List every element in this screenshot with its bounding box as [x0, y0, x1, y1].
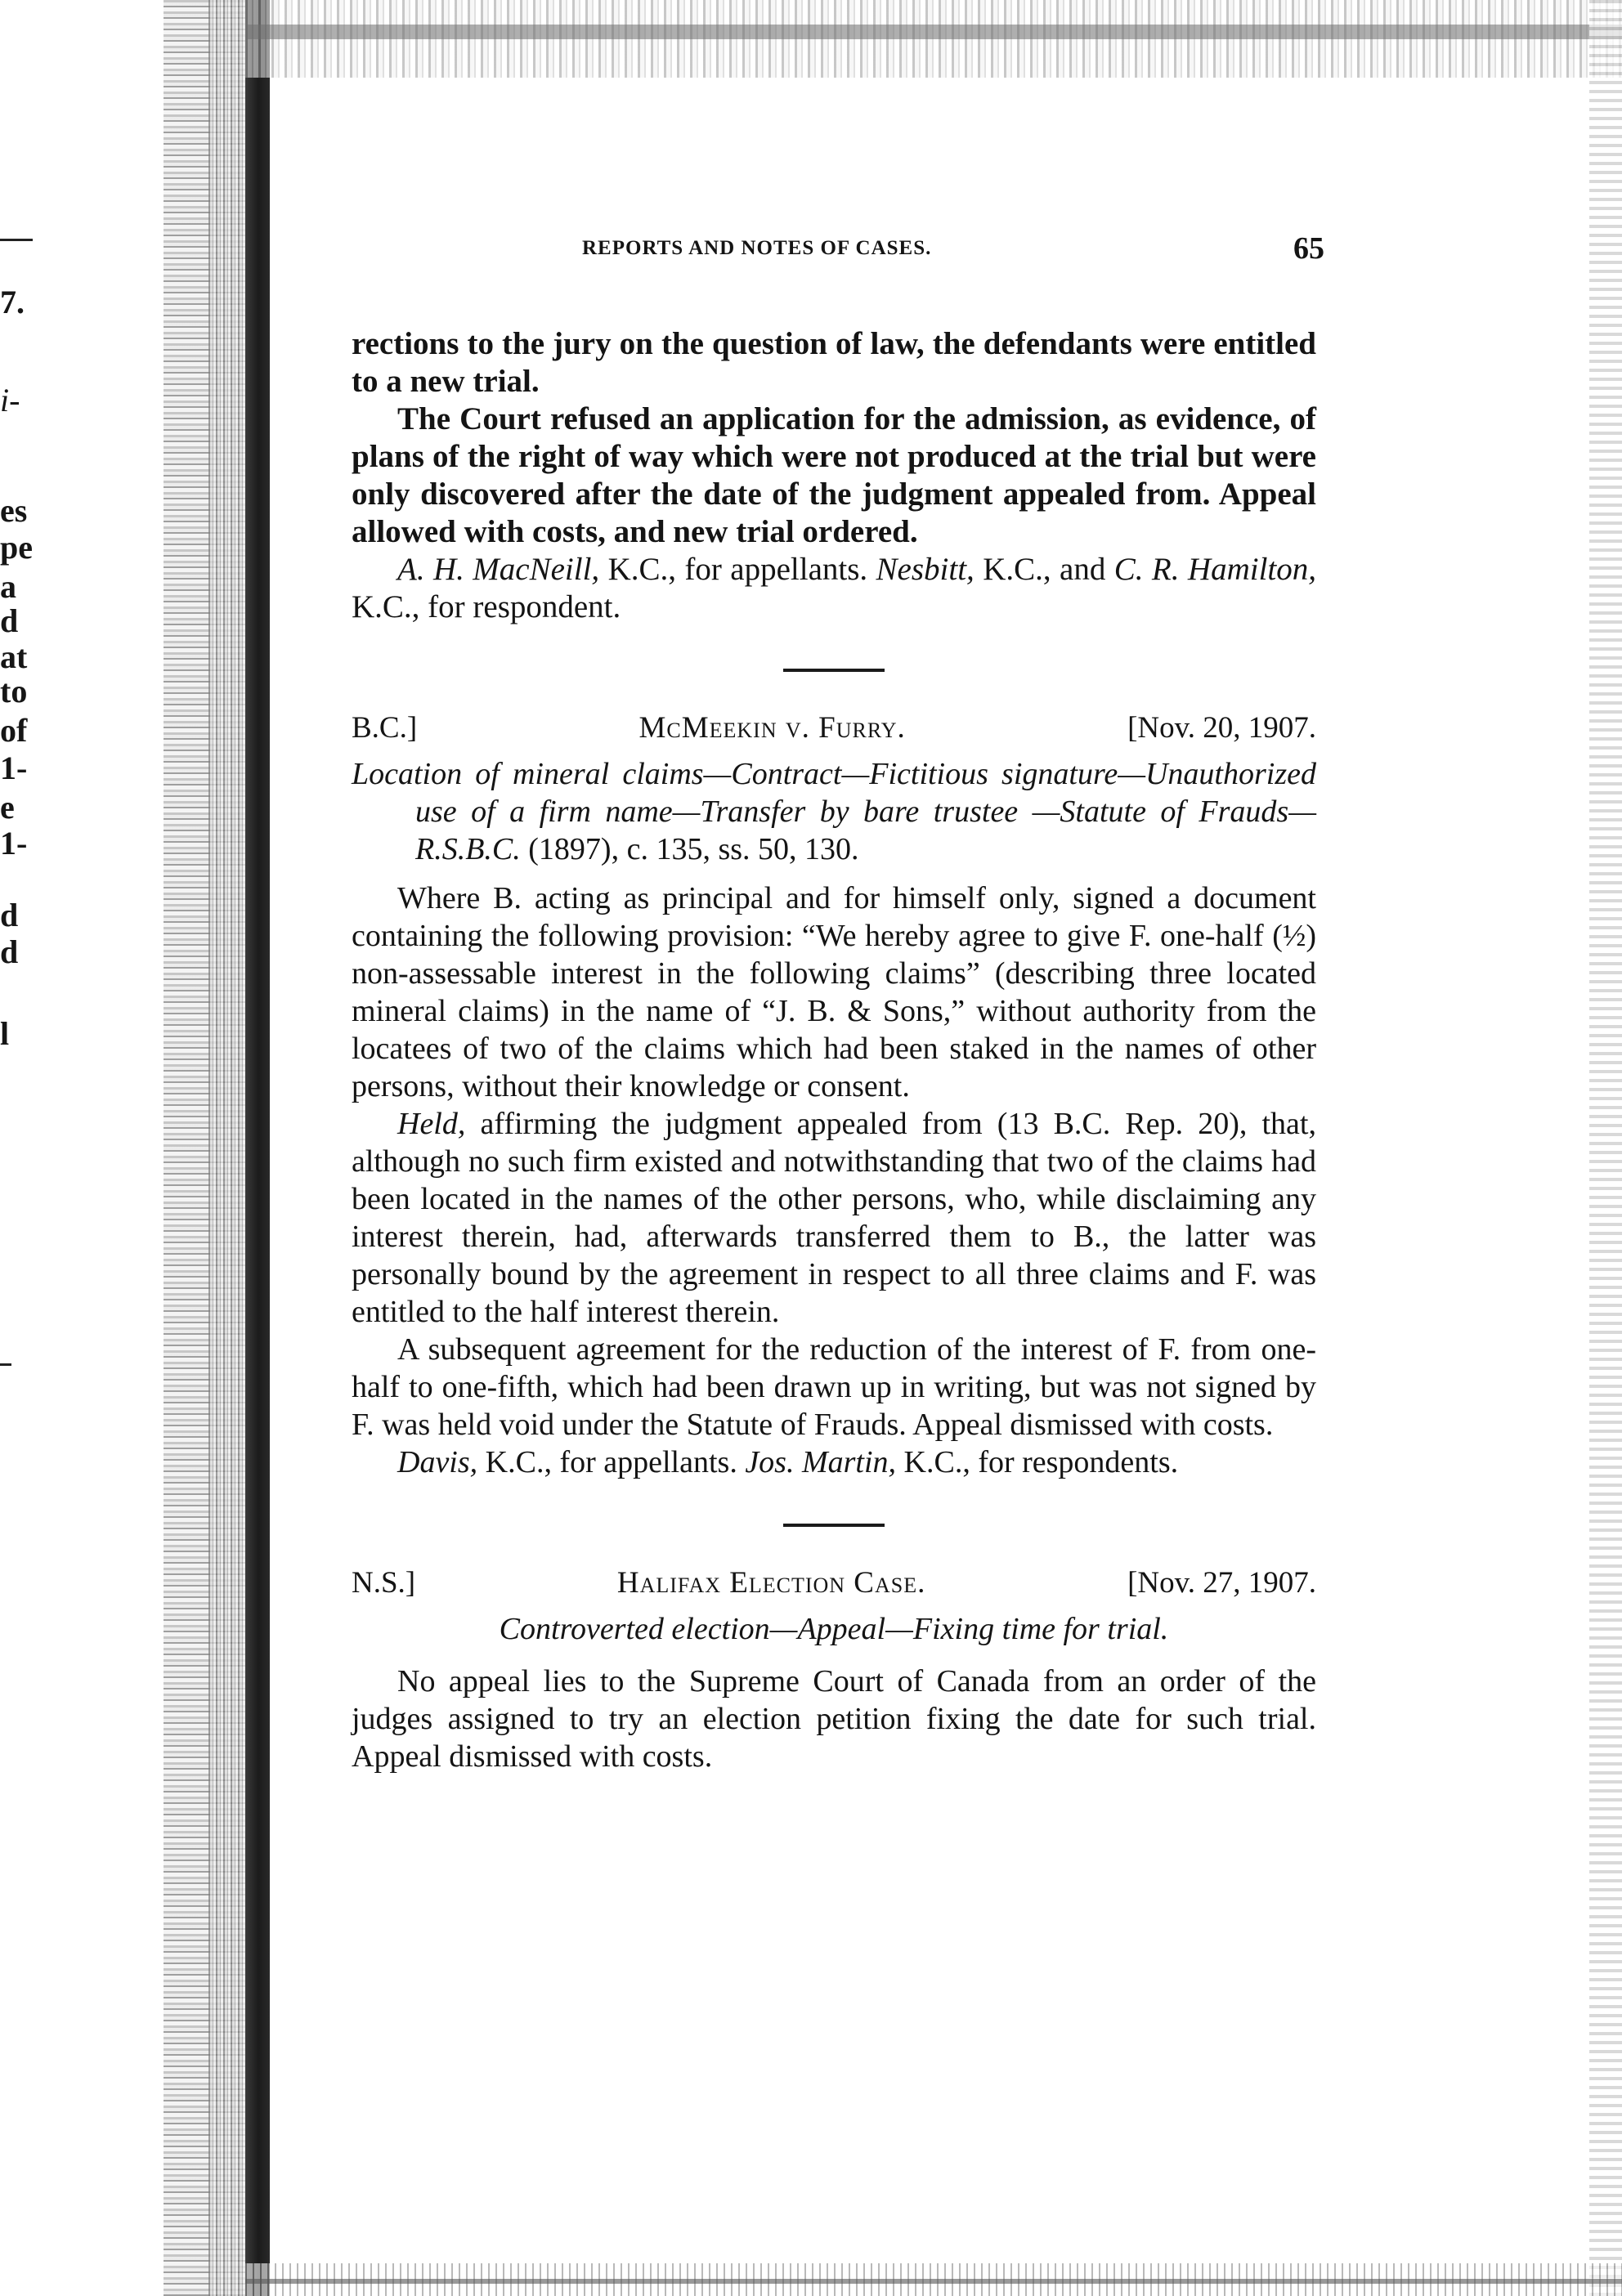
fragment: d [0, 602, 19, 639]
paragraph: Where B. acting as principal and for himself only, signed a document containing the following provision: “We hereby agree to give F. one-half (½) non-assessable interest in the following claims” (describing three located mineral claims) in the name of “J. B. & Sons,” without authority from the locatees of two of the claims which had been staked in the names of other persons, without their knowledge or consent. [352, 881, 1316, 1103]
headnote-text: Location of mineral claims—Contract—Fictitious signature—Unauthorized use of a firm name—Transfer by bare trustee —Statute of Frauds—R.S.B.C. [352, 757, 1316, 866]
counsel-name: Nesbitt, [876, 552, 975, 587]
running-title: REPORTS AND NOTES OF CASES. [582, 237, 932, 259]
case-body [352, 1663, 1316, 1775]
fragment: d [0, 933, 19, 970]
counsel-text: K.C., and [974, 552, 1114, 587]
scan-edge-top [245, 25, 1622, 39]
case-date: [Nov. 27, 1907. [1127, 1566, 1316, 1600]
case-mcmeekin-v-furry [352, 709, 1316, 1481]
previous-page-fragments [0, 0, 164, 2296]
fragment: to [0, 673, 28, 709]
counsel-text: K.C., for appellants. [477, 1445, 746, 1479]
fragment: es [0, 492, 28, 529]
counsel-line [352, 551, 1316, 626]
fragment: l [0, 1015, 10, 1052]
case-province: B.C.] [352, 711, 418, 745]
scan-noise-left-inner [208, 0, 245, 2296]
case-title: Halifax Election Case. [616, 1566, 926, 1600]
fragment: 7. [0, 284, 25, 320]
previous-case-continuation [352, 325, 1316, 626]
case-header [352, 1564, 1316, 1602]
held-text: affirming the judgment appealed from (13 B.C. Rep. 20), that, although no such firm existed and notwithstanding that two of the claims had been located in the names of the other persons, who, while disclaiming any interest therein, had, afterwards transferred them to B., the latter was personally bound by the agreement in respect to all three claims and F. was entitled to the half interest therein. [352, 1107, 1316, 1329]
counsel-line [352, 1443, 1316, 1481]
case-body [352, 879, 1316, 1481]
fragment: of [0, 712, 28, 749]
paragraph: The Court refused an application for the admission, as evidence, of plans of the right of way which were not produced at the trial but were only discovered after the date of the judgment appealed from. Appeal allowed with costs, and new trial ordered. [352, 401, 1316, 549]
paragraph: A subsequent agreement for the reduction of the interest of F. from one-half to one-fifth, which had been drawn up in writing, but was not signed by F. was held void under the Statute of Frauds. Appeal dismissed with costs. [352, 1332, 1316, 1442]
counsel-name: A. H. MacNeill, [397, 552, 600, 587]
fragment: e [0, 789, 15, 826]
counsel-name: C. R. Hamilton, [1113, 552, 1316, 587]
case-title: McMeekin v. Furry. [638, 711, 906, 745]
case-province: N.S.] [352, 1566, 416, 1600]
case-header [352, 709, 1316, 747]
held-label: Held, [397, 1107, 466, 1141]
section-divider [783, 1524, 885, 1527]
scan-edge-bottom [245, 2279, 1622, 2284]
fragment: d [0, 897, 19, 933]
headnote-citation: (1897), c. 135, ss. 50, 130. [528, 832, 859, 866]
counsel-text: K.C., for appellants. [599, 552, 876, 587]
counsel-name: Jos. Martin, [745, 1445, 897, 1479]
fragment: i- [0, 382, 20, 418]
fragment: pe [0, 529, 33, 566]
case-headnote: Controverted election—Appeal—Fixing time for trial. [499, 1612, 1169, 1646]
previous-page-rule [0, 1363, 11, 1366]
scan-noise-right [1589, 0, 1622, 2296]
previous-page-rule [0, 239, 33, 241]
paragraph: rections to the jury on the question of law, the defendants were entitled to a new trial. [352, 326, 1316, 399]
running-head [352, 230, 1324, 271]
fragment: at [0, 638, 28, 675]
case-halifax-election [352, 1564, 1316, 1775]
counsel-name: Davis, [397, 1445, 478, 1479]
case-date: [Nov. 20, 1907. [1127, 711, 1316, 745]
fragment: a [0, 568, 16, 605]
counsel-text: K.C., for respondents. [896, 1445, 1179, 1479]
fragment: 1- [0, 825, 28, 862]
page-body [352, 325, 1316, 1775]
counsel-text: K.C., for respondent. [352, 589, 621, 624]
paragraph: No appeal lies to the Supreme Court of Canada from an order of the judges assigned to try an election petition fixing the date for such trial. Appeal dismissed with costs. [352, 1664, 1316, 1774]
fragment: 1- [0, 750, 28, 786]
paragraph [352, 1105, 1316, 1331]
page-number: 65 [1293, 231, 1324, 266]
section-divider [783, 669, 885, 672]
case-headnote [352, 755, 1316, 868]
